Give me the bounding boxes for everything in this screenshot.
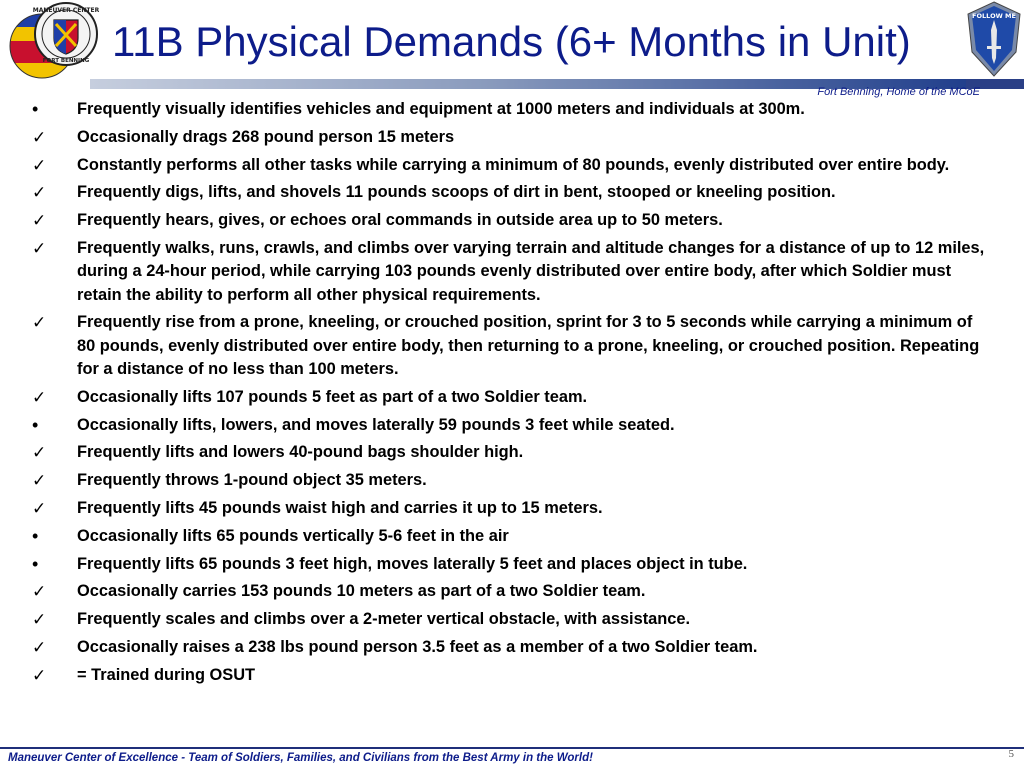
list-item-text: Occasionally lifts 65 pounds vertically 5-6 feet in the air [77,526,509,545]
list-item-text: Frequently lifts 65 pounds 3 feet high, moves laterally 5 feet and places object in tube. [77,554,748,573]
checkmark-icon: ✓ [32,498,47,518]
list-item-text: Frequently lifts and lowers 40-pound bags shoulder high. [77,443,524,462]
list-item [30,553,990,576]
list-item-text: Frequently digs, lifts, and shovels 11 pounds scoops of dirt in bent, stooped or kneeling position. [77,183,836,202]
checkmark-icon: ✓ [32,387,47,407]
page-title: 11B Physical Demands (6+ Months in Unit) [112,18,911,65]
checkmark-icon: ✓ [32,443,47,463]
page-number: 5 [1008,748,1014,760]
checkmark-icon: ✓ [32,127,47,147]
list-item [30,580,990,603]
checkmark-icon: ✓ [32,313,47,333]
checkmark-icon: ✓ [32,610,47,630]
list-item-text: Occasionally lifts 107 pounds 5 feet as part of a two Soldier team. [77,387,588,406]
list-item [30,126,990,149]
list-item [30,497,990,520]
checkmark-icon: ✓ [32,183,47,203]
list-item-text: Frequently lifts 45 pounds waist high and carries it up to 15 meters. [77,498,603,517]
checkmark-icon: ✓ [32,637,47,657]
list-item [30,414,990,437]
logo-right-text: FOLLOW ME [972,12,1016,20]
list-item [30,469,990,492]
list-item-text: Constantly performs all other tasks while carrying a minimum of 80 pounds, evenly distributed over entire body. [77,155,950,174]
checkmark-icon: ✓ [32,238,47,258]
list-item-text: Occasionally lifts, lowers, and moves laterally 59 pounds 3 feet while seated. [77,415,675,434]
list-item-text: Frequently throws 1-pound object 35 meters. [77,471,427,490]
logo-text-top: MANEUVER CENTER [32,7,100,14]
list-item [30,98,990,121]
list-item [30,525,990,548]
follow-me-logo [966,0,1022,78]
bullet-icon: • [32,99,39,119]
checkmark-icon: ✓ [32,582,47,602]
checkmark-icon: ✓ [32,155,47,175]
list-item [30,441,990,464]
list-item-text: Frequently walks, runs, crawls, and climbs over varying terrain and altitude changes for a distance of up to 12 miles, during a 24-hour period, while carrying 103 pounds evenly distributed over entire body, after which Soldier must retain the ability to perform all other physical requirements. [77,238,985,304]
list-item [30,608,990,631]
list-item [30,311,990,381]
list-item-text: Occasionally drags 268 pound person 15 meters [77,127,455,146]
list-item [30,154,990,177]
bullet-icon: • [32,525,39,546]
bullet-icon: • [32,414,39,435]
bullet-icon: • [32,553,39,574]
list-item-text: Frequently rise from a prone, kneeling, or crouched position, sprint for 3 to 5 seconds while carrying a minimum of 80 pounds, evenly distributed over entire body, then returning to a prone, kneeling, or crouched position. Repeating for a distance of no less than 100 meters. [77,313,980,378]
list-item [30,386,990,409]
header-subtitle: Fort Benning, Home of the MCoE [817,86,980,98]
checkmark-icon: ✓ [32,665,47,685]
checkmark-icon: ✓ [32,211,47,231]
list-item [30,664,990,687]
list-item-text: Frequently hears, gives, or echoes oral commands in outside area up to 50 meters. [77,211,723,230]
list-item-text: = Trained during OSUT [77,665,256,684]
footer-rule [0,747,1024,749]
checkmark-icon: ✓ [32,471,47,491]
logo-text-bottom: FORT BENNING [42,58,90,64]
maneuver-center-logo [4,0,100,80]
list-item-text: Frequently visually identifies vehicles and equipment at 1000 meters and individuals at 300m. [77,100,805,118]
list-item-text: Frequently scales and climbs over a 2-meter vertical obstacle, with assistance. [77,610,691,629]
list-item-text: Occasionally carries 153 pounds 10 meters as part of a two Soldier team. [77,582,646,601]
list-item [30,209,990,232]
list-item [30,636,990,659]
footer-text: Maneuver Center of Excellence - Team of Soldiers, Families, and Civilians from the Best Army in the World! [8,752,593,764]
list-item [30,181,990,204]
list-item-text: Occasionally raises a 238 lbs pound person 3.5 feet as a member of a two Soldier team. [77,637,758,656]
list-item [30,237,990,307]
demands-list [30,98,990,692]
